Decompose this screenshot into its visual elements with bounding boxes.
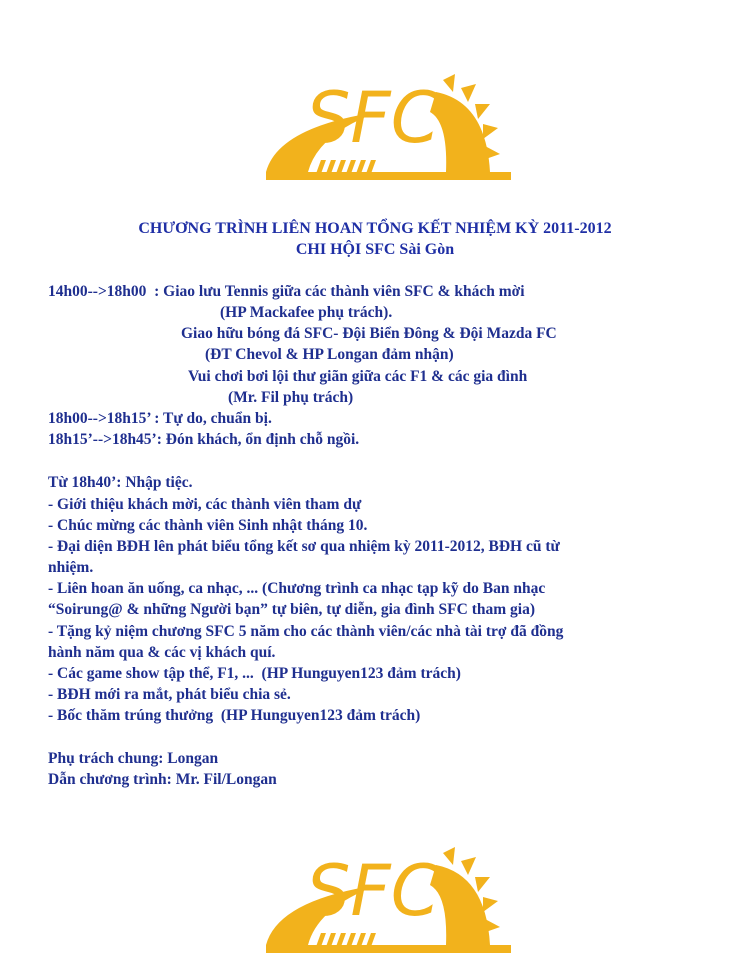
schedule-line: Giao hữu bóng đá SFC- Đội Biển Đông & Đội Mazda FC: [181, 325, 557, 342]
schedule-line: Vui chơi bơi lội thư giãn giữa các F1 & các gia đình: [188, 368, 528, 385]
logo-text: SFC: [306, 850, 440, 932]
sfc-logo-top: [258, 72, 518, 187]
in-charge: Phụ trách chung: Longan: [48, 750, 219, 767]
schedule-line: 18h00-->18h15’ : Tự do, chuẩn bị.: [48, 410, 272, 427]
schedule-note: (HP Mackafee phụ trách).: [220, 304, 393, 321]
sun-icon: [430, 74, 500, 172]
list-item: - Bốc thăm trúng thưởng (HP Hunguyen123 đảm trách): [48, 707, 421, 724]
list-item: - Chúc mừng các thành viên Sinh nhật tháng 10.: [48, 517, 368, 534]
mc: Dẫn chương trình: Mr. Fil/Longan: [48, 771, 277, 788]
list-item: - BĐH mới ra mắt, phát biểu chia sẻ.: [48, 686, 291, 703]
schedule-line: 14h00-->18h00 : Giao lưu Tennis giữa các thành viên SFC & khách mời: [48, 283, 525, 300]
party-start: Từ 18h40’: Nhập tiệc.: [48, 474, 193, 491]
list-item: - Đại diện BĐH lên phát biểu tổng kết sơ qua nhiệm kỳ 2011-2012, BĐH cũ từ: [48, 538, 560, 555]
list-item: - Các game show tập thể, F1, ... (HP Hunguyen123 đảm trách): [48, 665, 461, 682]
list-item: nhiệm.: [48, 559, 94, 576]
page-title: CHƯƠNG TRÌNH LIÊN HOAN TỔNG KẾT NHIỆM KỲ 2011-2012: [138, 220, 612, 237]
list-item: hành năm qua & các vị khách quí.: [48, 644, 276, 661]
logo-text: SFC: [306, 77, 440, 159]
list-item: “Soirung@ & những Người bạn” tự biên, tự diễn, gia đình SFC tham gia): [48, 601, 535, 618]
sfc-logo-bottom: [258, 845, 518, 960]
schedule-note: (ĐT Chevol & HP Longan đảm nhận): [205, 346, 454, 363]
schedule-note: (Mr. Fil phụ trách): [228, 389, 354, 406]
list-item: - Liên hoan ăn uống, ca nhạc, ... (Chương trình ca nhạc tạp kỹ do Ban nhạc: [48, 580, 546, 597]
page-subtitle: CHI HỘI SFC Sài Gòn: [295, 241, 455, 258]
list-item: - Giới thiệu khách mời, các thành viên tham dự: [48, 496, 362, 513]
list-item: - Tặng kỷ niệm chương SFC 5 năm cho các thành viên/các nhà tài trợ đã đồng: [48, 623, 564, 640]
schedule-line: 18h15’-->18h45’: Đón khách, ổn định chỗ ngồi.: [48, 431, 360, 448]
sun-icon: [430, 847, 500, 945]
